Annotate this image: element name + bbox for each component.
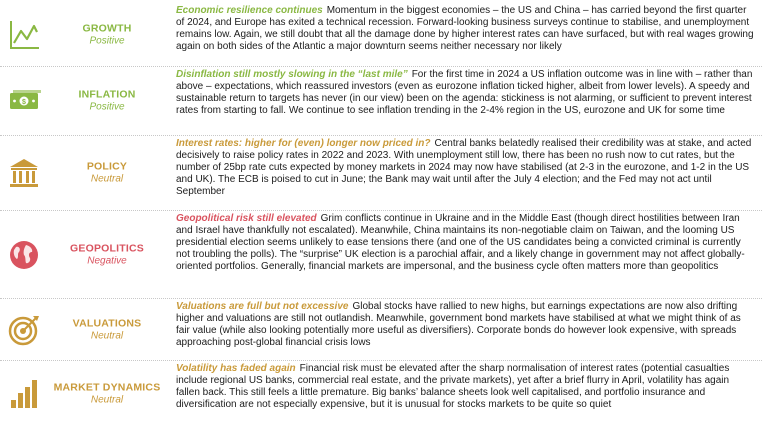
target-icon: [6, 312, 42, 348]
section-headline: Interest rates: higher for (even) longer now priced in?: [176, 138, 431, 149]
bank-building-icon: [6, 155, 42, 191]
section-text: [176, 363, 754, 411]
section-body: Global stocks have rallied to new highs, but earnings expectations are now also drifting higher and valuations are still not outlandish. Meanwhile, government bond markets have stabilised at what we might think of as fair value (while also looking potentially more useful as diversifiers). Corporate bonds do however look expensive, with spreads approaching post-global financial crisis lows: [176, 301, 741, 349]
section-geopolitics: [0, 213, 762, 296]
section-text: [176, 69, 754, 117]
section-headline: Disinflation still mostly slowing in the “last mile”: [176, 69, 408, 80]
section-inflation: [0, 69, 762, 133]
section-headline: Valuations are full but not excessive: [176, 301, 349, 312]
section-market-dynamics: [0, 363, 762, 425]
bar-chart-icon: [6, 376, 42, 412]
section-text: [176, 5, 754, 53]
section-status: Neutral: [90, 394, 124, 406]
section-valuations: [0, 301, 762, 359]
section-name: GROWTH: [82, 22, 132, 35]
section-name: POLICY: [86, 160, 128, 173]
section-text: [176, 301, 754, 349]
svg-text:$: $: [22, 99, 26, 106]
growth-chart-icon: [6, 17, 42, 53]
section-label: [52, 161, 162, 186]
section-label: [52, 242, 162, 267]
section-name: INFLATION: [78, 88, 136, 101]
section-headline: Volatility has faded again: [176, 363, 296, 374]
section-body: For the first time in 2024 a US inflation outcome was in line with – rather than above – expectations, which reassured investors (even as eurozone inflation ticked higher, albeit from lower levels). A speedy and sustainable return to targets has never (in our view) been on the agenda: stickiness is not alarming, or sufficient to prevent interest rates from starting to fall. We continue to see inflation trending in the 2-4% region in the US, eurozone and UK for some time: [176, 69, 753, 117]
section-label: [52, 318, 162, 343]
section-body: Financial risk must be elevated after the sharp normalisation of interest rates (potential casualties include regional US banks, commercial real estate, and the private markets), yet after a brief flurry in April, volatility has again fallen back. This still feels a little premature. Big banks’ balance sheets look well capitalised, and portfolio insurance and diversification are not especially expensive, but it is unusual for stocks markets to be quite so quiet: [176, 363, 730, 411]
section-label: [52, 89, 162, 114]
section-status: Neutral: [90, 173, 124, 185]
section-headline: Economic resilience continues: [176, 5, 323, 16]
section-body: Grim conflicts continue in Ukraine and in the Middle East (though direct hostilities between Iran and Israel have thankfully not escalated). Meanwhile, China maintains its non-negotiable claim on Taiwan, and the looming US presidential election seems unlikely to ease tensions there (and one of the US candidates being a convicted criminal is currently not troubling the polls). The “surprise” UK election is a parochial affair, and a likely change in government may not affect globally-oriented portfolios. Generally, financial markets are impersonal, and the business cycle often matters more than geopolitics: [176, 213, 745, 273]
section-label: [52, 23, 162, 48]
divider: [0, 135, 762, 136]
section-name: GEOPOLITICS: [70, 242, 144, 254]
section-label: [52, 382, 162, 407]
section-text: [176, 138, 754, 198]
divider: [0, 66, 762, 67]
section-text: [176, 213, 754, 273]
section-name: VALUATIONS: [72, 317, 142, 330]
section-status: Negative: [87, 255, 127, 266]
section-headline: Geopolitical risk still elevated: [176, 213, 317, 224]
divider: [0, 360, 762, 361]
divider: [0, 210, 762, 211]
globe-icon: [6, 237, 42, 273]
section-name: MARKET DYNAMICS: [53, 381, 161, 394]
section-growth: [0, 5, 762, 65]
section-policy: [0, 138, 762, 208]
section-body: Central banks belatedly realised their credibility was at stake, and acted decisively to raise policy rates in 2022 and 2023. With unemployment still low, there has been no rush now to cut rates, but the number of 25bp rate cuts expected by money markets in 2024 may now have stabilised (at 2-3 in the eurozone, and 1-2 in the US and UK). The ECB is poised to cut in June; the Bank may wait until after the July 4 election; and the Fed may not act until September: [176, 138, 752, 198]
section-body: Momentum in the biggest economies – the US and China – has carried beyond the first quarter of 2024, and Europe has exited a technical recession. Forward-looking business surveys continue to stabilise, and unemployment remains low. Again, we still doubt that all the damage done by higher interest rates can have surfaced, but with real wages growing again on both sides of the Atlantic a major downturn seems neither necessary nor likely: [176, 5, 754, 53]
section-status: Neutral: [90, 330, 124, 342]
section-status: Positive: [89, 101, 125, 113]
section-status: Positive: [89, 35, 125, 47]
banknote-icon: [6, 83, 42, 119]
divider: [0, 298, 762, 299]
